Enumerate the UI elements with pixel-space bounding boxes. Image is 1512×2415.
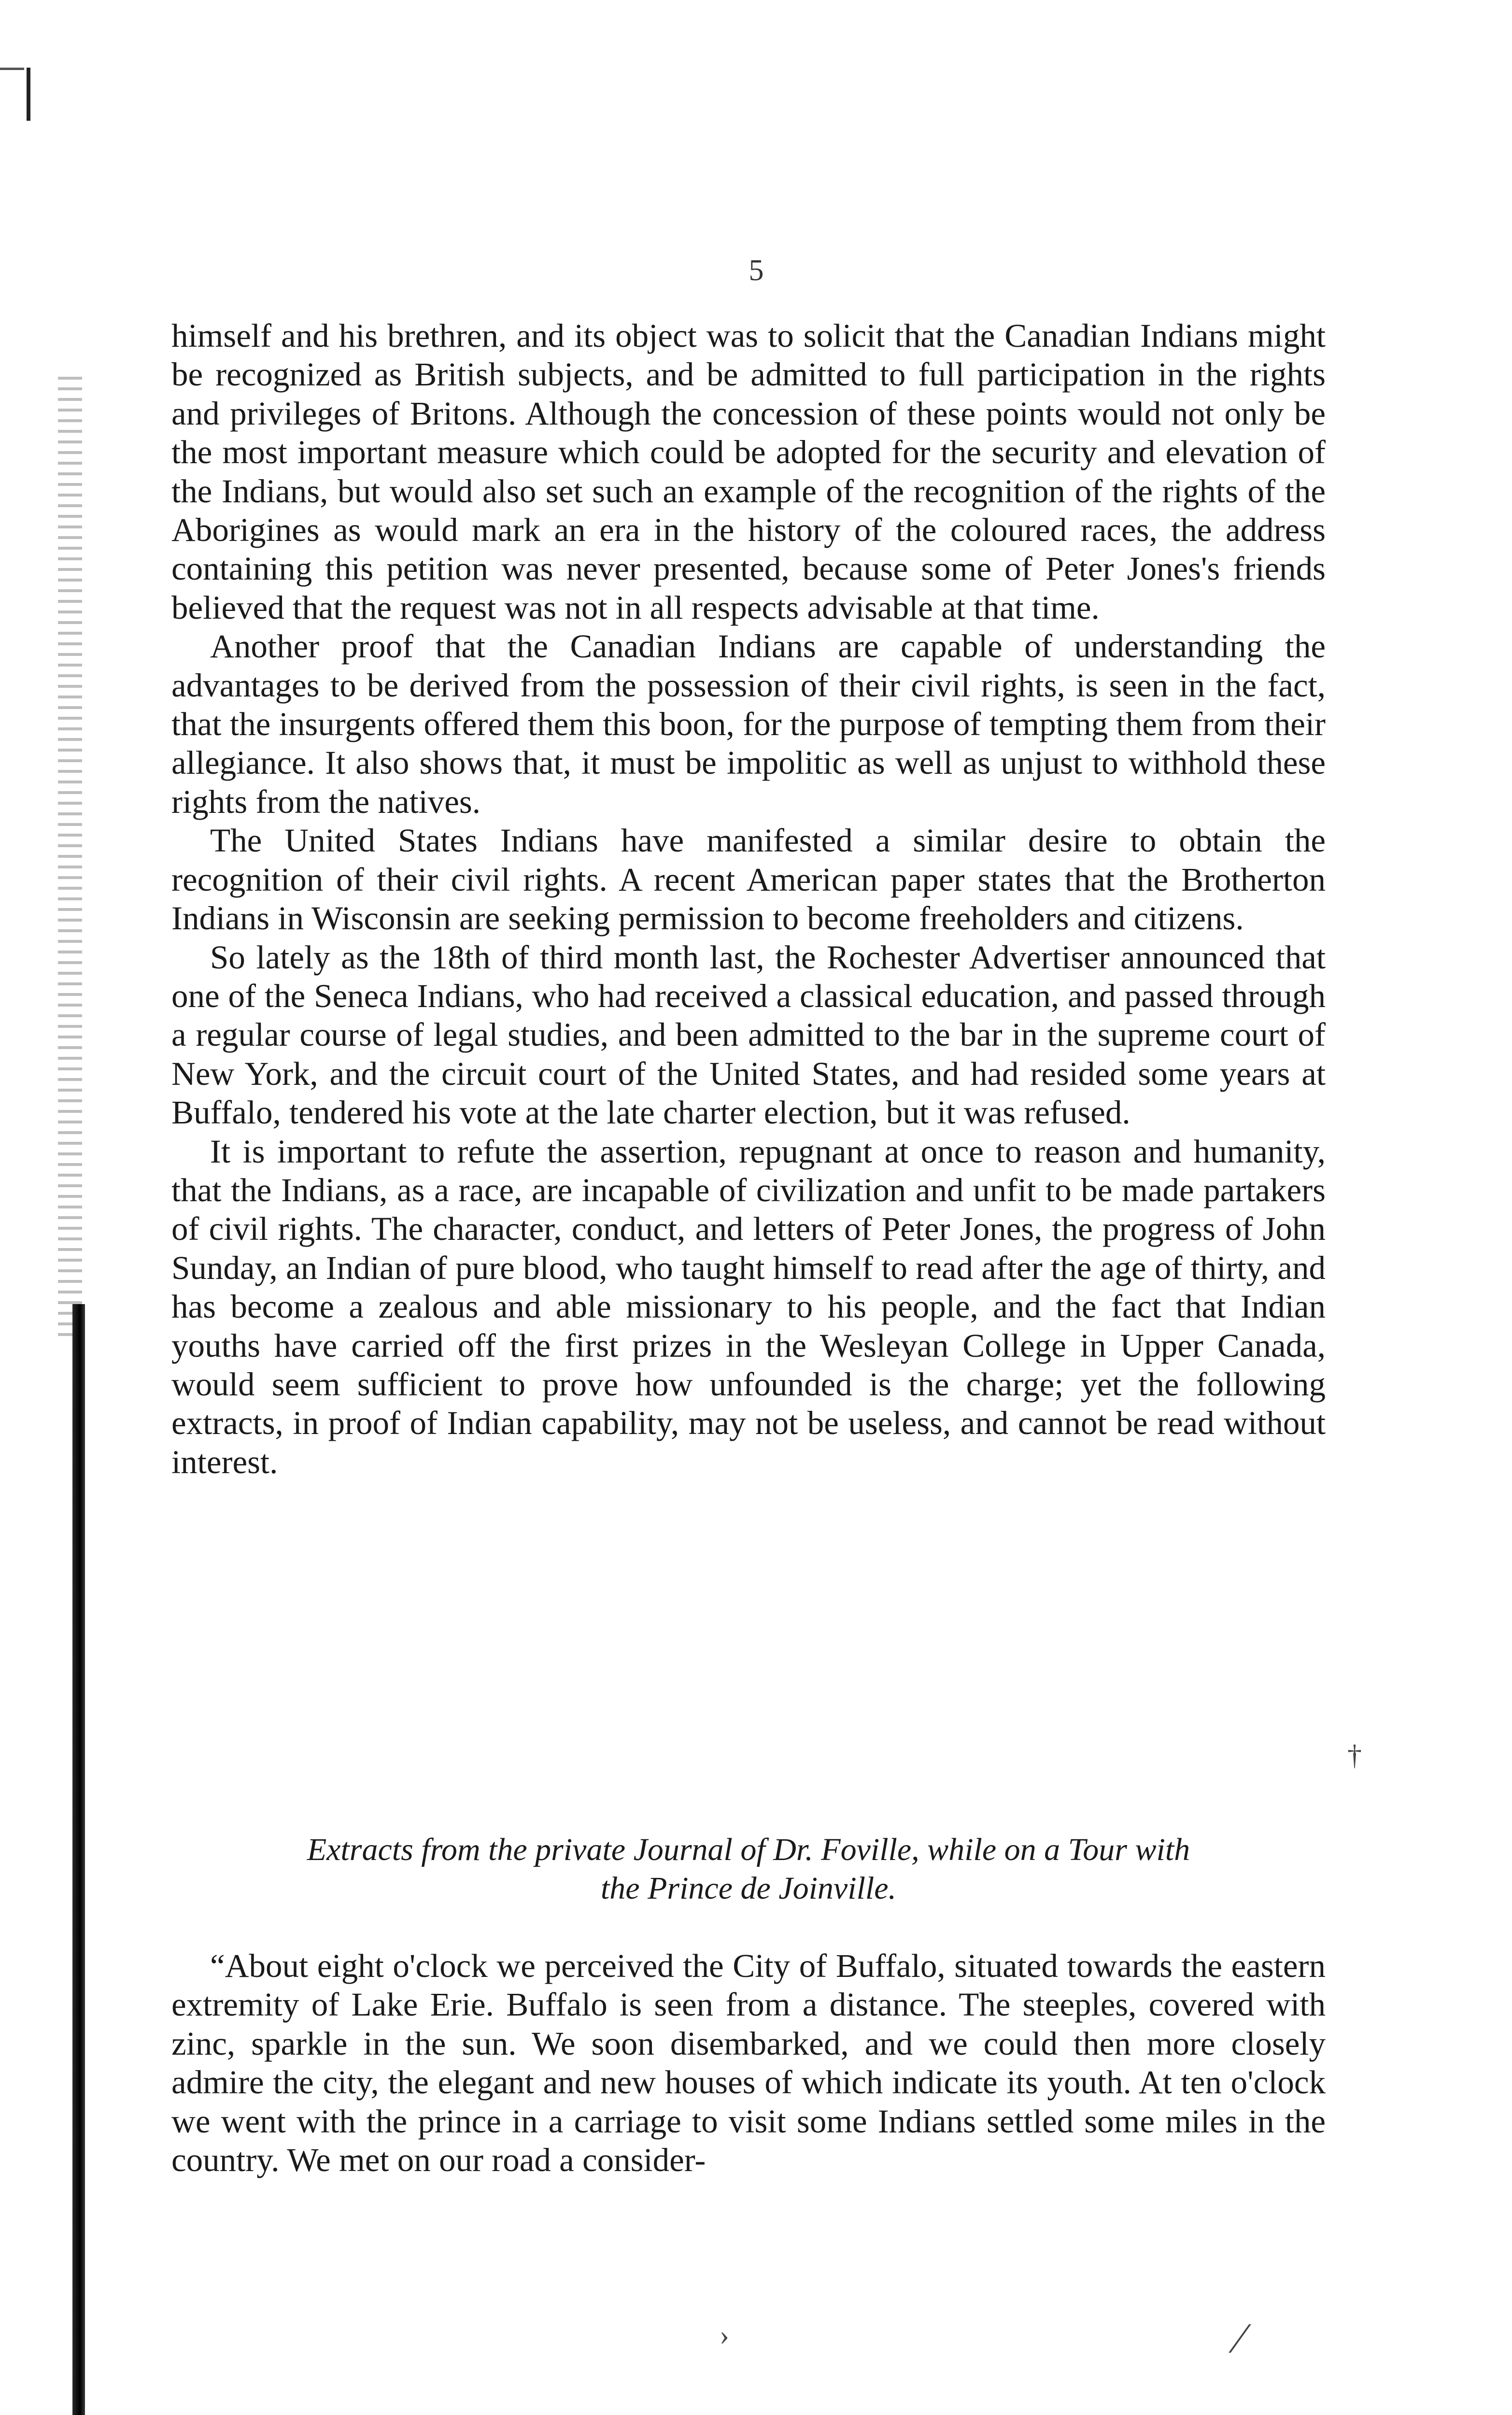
scan-binding-edge (72, 1304, 85, 2415)
extract-paragraph: “About eight o'clock we perceived the City of Buffalo, situated towards the eastern extremity of Lake Erie. Buffalo is seen from a distance. The steeples, covered with zinc, sparkle in the sun. We soon disembarked, and we could then more closely admire the city, the elegant and new houses of which indicate its youth. At ten o'clock we went with the prince in a carriage to visit some Indians settled some miles in the country. We met on our road a consider- (171, 1947, 1326, 2179)
extract-text (171, 1946, 1326, 2179)
paragraph-refute-assertion: It is important to refute the assertion, repugnant at once to reason and humanity, that the Indians, as a race, are incapable of civilization and unfit to be made partakers of civil rights. The character, conduct, and letters of Peter Jones, the progress of John Sunday, an Indian of pure blood, who taught himself to read after the age of thirty, and has become a zealous and able missionary to his people, and the fact that Indian youths have carried off the first prizes in the Wesleyan College in Upper Canada, would seem sufficient to prove how unfounded is the charge; yet the following extracts, in proof of Indian capability, may not be useless, and cannot be read without interest. (171, 1133, 1326, 1480)
stray-ink-mark: † (1347, 1739, 1362, 1771)
scan-corner-mark (27, 68, 30, 121)
paragraph-rochester-advertiser: So lately as the 18th of third month last, the Rochester Advertiser announced that one of the Seneca Indians, who had received a classical education, and passed through a regular course of legal studies, and been admitted to the bar in the supreme court of New York, and the circuit court of the United States, and had resided some years at Buffalo, tendered his vote at the late charter election, but it was refused. (171, 938, 1326, 1131)
page-number: 5 (749, 254, 764, 287)
body-text (171, 316, 1326, 1481)
stray-pen-stroke: ⁄ (1236, 2315, 1244, 2362)
paragraph-united-states-indians: The United States Indians have manifested a similar desire to obtain the recognition of their civil rights. A recent American paper states that the Brotherton Indians in Wisconsin are seeking permission to become freeholders and citizens. (171, 822, 1326, 937)
scan-binding-speckle (58, 377, 82, 1343)
scan-corner-dash (0, 68, 24, 70)
stray-ink-mark: › (720, 2319, 729, 2351)
extract-heading (171, 1831, 1326, 1908)
paragraph-continuation: himself and his brethren, and its object was to solicit that the Canadian Indians might be recognized as British subjects, and be admitted to full participation in the rights and privileges of Britons. Although the concession of these points would not only be the most important measure which could be adopted for the security and elevation of the Indians, but would also set such an example of the recognition of the rights of the Aborigines as would mark an era in the history of the coloured races, the address containing this petition was never presented, because some of Peter Jones's friends believed that the request was not in all respects advisable at that time. (171, 317, 1326, 626)
extract-heading-line-2: the Prince de Joinville. (600, 1871, 897, 1906)
paragraph-another-proof: Another proof that the Canadian Indians are capable of understanding the advantages to be derived from the possession of their civil rights, is seen in the fact, that the insurgents offered them this boon, for the purpose of tempting them from their allegiance. It also shows that, it must be impolitic as well as unjust to withhold these rights from the natives. (171, 628, 1326, 820)
extract-heading-line-1: Extracts from the private Journal of Dr. Foville, while on a Tour with (307, 1832, 1190, 1867)
